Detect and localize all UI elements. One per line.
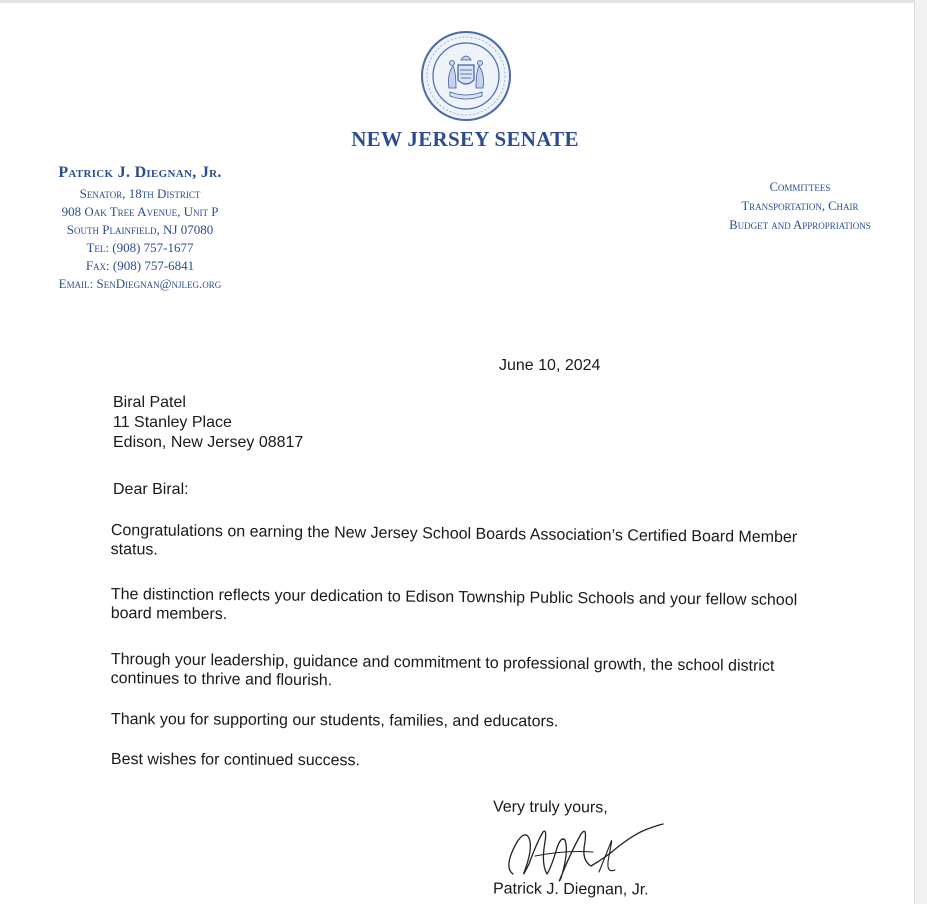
sender-position: Senator, 18th District bbox=[79, 186, 201, 201]
closing: Very truly yours, bbox=[492, 798, 608, 817]
committees-heading: Committees bbox=[769, 180, 831, 194]
scan-edge-top bbox=[0, 0, 927, 3]
sender-address-line2: South Plainfield, NJ 07080 bbox=[66, 222, 214, 237]
recipient-city: Edison, New Jersey 08817 bbox=[113, 434, 304, 451]
salutation: Dear Biral: bbox=[113, 481, 189, 498]
body-paragraph: Best wishes for continued success. bbox=[110, 751, 361, 770]
letter-date: June 10, 2024 bbox=[499, 357, 601, 374]
sender-block bbox=[30, 164, 250, 293]
senate-title: NEW JERSEY SENATE bbox=[351, 127, 579, 151]
recipient-name: Biral Patel bbox=[113, 394, 186, 411]
body-paragraph: Thank you for supporting our students, families, and educators. bbox=[110, 711, 559, 731]
body-paragraph: The distinction reflects your dedication to Edison Township Public Schools and your fellow school board members. bbox=[110, 585, 798, 624]
committee-item: Transportation, Chair bbox=[741, 199, 859, 213]
state-seal-icon bbox=[420, 30, 512, 122]
recipient-address bbox=[113, 393, 303, 453]
committee-item: Budget and Appropriations bbox=[729, 218, 871, 232]
sender-email: Email: SenDiegnan@njleg.org bbox=[58, 276, 222, 291]
sender-tel: Tel: (908) 757-1677 bbox=[86, 240, 194, 255]
body-paragraph: Congratulations on earning the New Jersey School Boards Association’s Certified Board Member status. bbox=[110, 521, 798, 559]
signer-name: Patrick J. Diegnan, Jr. bbox=[492, 880, 649, 899]
recipient-street: 11 Stanley Place bbox=[113, 414, 232, 431]
sender-name: Patrick J. Diegnan, Jr. bbox=[58, 164, 222, 181]
committees-block bbox=[690, 178, 910, 235]
scan-edge-right bbox=[914, 0, 927, 904]
sender-address-line1: 908 Oak Tree Avenue, Unit P bbox=[61, 204, 219, 219]
sender-fax: Fax: (908) 757-6841 bbox=[85, 258, 195, 273]
body-paragraph: Through your leadership, guidance and commitment to professional growth, the school district continues to thrive and flourish. bbox=[110, 650, 775, 690]
